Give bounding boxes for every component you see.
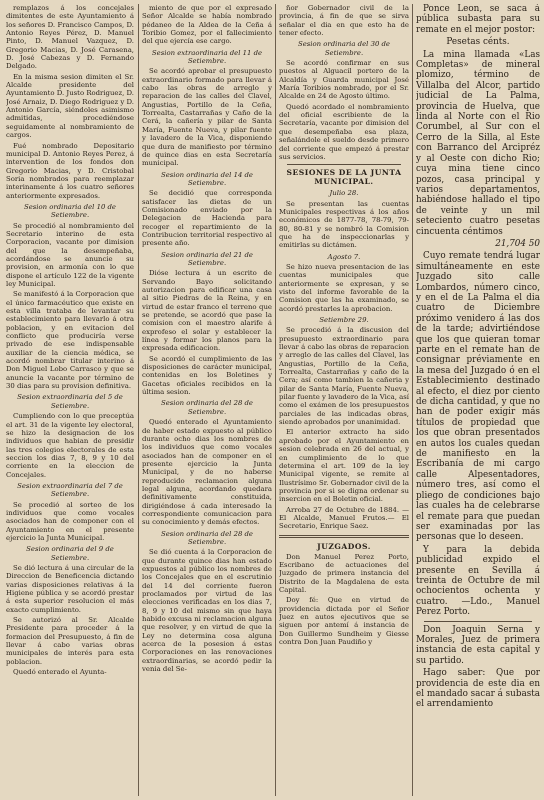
text-paragraph: Se acordó el cumplimiento de las disposiciones de carácter municipal, contenidas en los Boletines y Gacetas oficiales recibidos en la última sesion. — [142, 354, 272, 397]
text-paragraph: Dióse lectura á un escrito de Servando Bayo solicitando autorizacion para edificar una casa al sitio Piedras de la Reina, y en virtud de estar franco el terreno que se pretende, se acordó que pase la comision con el maestro alarife á exprofeso el solar y establecer la línea y formar los planos para la expresada edificacion. — [142, 269, 272, 353]
text-paragraph: Don Joaquin Serna y Morales, Juez de primera instancia de esta capital y su partido. — [416, 624, 540, 666]
text-paragraph: En la misma sesion dimiten el Sr. Alcalde presidente del Ayuntamiento D. Justo Rodriguez, D. José Arnaiz, D. Diego Rodriguez y D. Antonio García, siéndoles asimismo admitidas, procediéndose seguidamente al nombramiento de cargos. — [6, 72, 134, 140]
text-paragraph: Se dió lectura á una circular de la Direccion de Beneficencia dictando varias disposiciones relativas á la Higiene pública y se acordó prestar á esta superior resolucion el más exacto cumplimiento. — [6, 564, 134, 614]
session-date: Agosto 7. — [327, 252, 361, 261]
notice-paragraph: Y para la debida publicidad expido el presente en Sevilla á treinta de Octubre de mil ochocientos ochenta y cuatro. —Ldo., Manuel Perez Porto. — [416, 544, 540, 618]
text-paragraph: Se autorizó al Sr. Alcalde Presidente para proceder á la formacion del Presupuesto, á fin de llevar á cabo varias obras municipales de interés para esta poblacion. — [6, 616, 134, 666]
session-date: Sesion ordinaria del 28 de Setiembre. — [160, 529, 254, 546]
session-date: Sesion ordinaria del 30 de Setiembre. — [297, 40, 391, 57]
session-date: Sesion ordinaria del 21 de Setiembre. — [160, 250, 254, 267]
text-paragraph: Cumpliendo con lo que preceptúa el art. 31 de la vigente ley electoral, se hizo la designacion de los individuos que habian de presidir las tres colegios electorales de esta seccion los dias 7, 8, 9 y 10 del corriente en la eleccion de Concejales. — [6, 412, 134, 479]
section-divider — [287, 164, 401, 165]
text-paragraph: Se procedió á la discusion del presupuesto extraordinario para llevar á cabo las obras de reparacion y arreglo de las calles del Clavel, las Angustias, Portillo de la Ceña, Torrealta, Castarrañas y caño de la Cera; así como tambien la cañeria y pilar de Santa María, Fuente Nueva, pilar fuente y lavadero de la Vica, así como el exámen de los presupuestos parciales de las indicadas obras, siendo aprobados por unanimidad. — [279, 326, 409, 427]
notice-paragraph: Doy fé: Que en virtud de providencia dictada por el Señor Juez en autos ejecutivos que se siguen por antemí á instancia de Don Guillermo Sundheim y Giesse contra Don Juan Paudiño y — [279, 596, 409, 647]
session-date: Sesion ordinaria del 28 de Setiembre. — [160, 399, 254, 416]
text-paragraph: Arroba 27 de Octubre de 1884. —El Alcalde, Manuel Frutos.— El Secretario, Enrique Saez. — [279, 505, 409, 531]
text-paragraph: Se dió cuenta á la Corporacion de que durante quince dias han estado expuestos al público los nombres de los Concejales que en el escrutinio del 14 del corriente fueron proclamados por virtud de las elecciones verificadas en los dias 7, 8, 9 y 10 del mismo sin que haya habido excusa ni reclamacion alguna que resolver, y en virtud de que la Ley no determina cosa alguna acerca de la posesion á estas Corporaciones en las renovaciones extraordinarias, se acordó pedir la venia del Se- — [142, 548, 272, 674]
session-date: Sesion extraordinaria del 11 de Setiembre. — [151, 48, 263, 66]
column-4 — [416, 4, 540, 796]
text-paragraph: Quedó enterado el Ayunta- — [13, 668, 107, 677]
text-paragraph: Hago saber: Que por providencia de este dia en el mandado sacar á subasta el arrendamiento — [416, 668, 540, 710]
text-paragraph: Quedó enterado el Ayuntamiento de haber estado expuesto al público durante ocho dias los nombres de los individuos que como vocales asociados han de componer en el presente ejercicio la Junta Municipal, y de no haberse reproducido reclamacion alguna legal alguna, acordando quedara definitivamente constituida, dirigiéndose á cada interesado la correspondiente comunicacion para su conocimiento y demás efectos. — [142, 418, 272, 527]
text-paragraph: Se decidió que corresponda satisfacer las dietas de un Comisionado enviado por la Delegacion de Hacienda para recoger el repartimiento de la Contribucion territorial respectivo al presente año. — [142, 189, 272, 248]
text-paragraph: ñor Gobernador civil de la provincia, á fin de que se sirva señalar el dia en que esto ha de tener efecto. — [279, 4, 409, 38]
session-date: Sesion ordinaria del 10 de Setiembre. — [23, 202, 117, 220]
text-paragraph: El anterior extracto ha sido aprobado por el Ayuntamiento en sesion celebrada en 26 del actual, y en cumplimiento de lo que determina el art. 109 de la ley Municipal vigente, se remite al Ilustrísimo Sr. Gobernador civil de la provincia por si se digna ordenar su insercion en el Boletin oficial. — [279, 428, 409, 504]
column-2 — [142, 4, 272, 796]
price-amount: 21,704 50 — [495, 238, 540, 249]
text-paragraph: Se procedió al nombramiento del Secretario interino de esta Corporacion, vacante por dimision del que la desempeñaba, acordándose se anuncie su provision, en armonía con lo que dispone el artículo 122 de la vigente ley Municipal. — [6, 221, 134, 288]
notice-paragraph: Cuyo remate tendrá lugar simultáneamente en este Juzgado sito calle Lombardos, número cinco, y en el de La Palma el dia cuatro de Diciembre próximo venidero á las dos de la tarde; advirtiéndose que los que quieran tomar parte en el remate han de consignar préviamente en la mesa del Juzgado ó en el Establecimiento destinado al efecto, el diez por ciento de dicha cantidad, y que no han de poder exigir más títulos de propiedad que los que obran presentados en autos los cuales quedan de manifiesto en la Escribanía de mi cargo calle Alpesentadores, número tres, así como el pliego de condiciones bajo las cuales ha de celebrarse el remate para que puedan ser examinadas por las personas que lo deseen. — [416, 251, 540, 543]
notice-paragraph: La mina llamada «Las Completas» de mineral plomizo, término de Villalba del Alcor, partido judicial de La Palma, provincia de Huelva, que linda al Norte con el Rio Corumbel, al Sur con el Cerro de la Silla, al Este con Barranco del Arcipréz y al Oeste con dicho Rio; cuya mina tiene cinco pozos, casa principal y varios departamentos, habiéndose hallado el tipo de veinte y un mil seteciento cuatro pesetas cincuenta céntimos — [416, 49, 540, 237]
session-date: Sesion ordinaria del 14 de Setiembre. — [160, 170, 254, 187]
section-divider — [279, 535, 409, 538]
text-paragraph: Se acordó aprobar el presupuesto extraordinario formado para llevar á cabo las obras de arreglo y reparacion de las calles del Clavel, Angustias, Portillo de la Ceña, Torrealta, Castarrañas y Caño de la Cerá, la cañería y pilar de Santa María, Fuente Nueva, y pilar fuente y lavadero de la Vica, disponiendo que dura de manifiesto por término de quince dias en esta Secretaría municipal. — [142, 67, 272, 168]
text-paragraph: Se hizo nueva presentacion de las cuentas municipales que anteriormente se expresan, y se visto del informe favorable de la Comision que las ha examinado, se acordó prestarles la aprobacion. — [279, 262, 409, 313]
session-date: Sesion extraordinaria del 7 de Setiembre. — [17, 481, 123, 499]
notice-paragraph: Ponce Leon, se saca á pública subasta para su remate en el mejor postor: — [416, 4, 540, 35]
session-date: Setiembre 29. — [319, 316, 369, 324]
session-date: Sesion extraordinaria del 5 de Setiembre. — [17, 393, 123, 410]
price-header: Pesetas cénts. — [446, 37, 510, 48]
session-date: Sesion ordinaria del 9 de Setiembre. — [26, 545, 114, 562]
text-paragraph: Se procedió al sorteo de los individuos que como vocales asociados han de componer con el Ayuntamiento en el presente ejercicio la Junta Municipal. — [6, 500, 134, 542]
section-divider — [424, 621, 532, 622]
text-paragraph: Se manifestó á la Corporacion que el único farmacéutico que existe en esta villa trataba de levantar su establecimiento para llevarlo á otra poblacion, y en evitacion del conflicto que produciría verse privado de ese indispensable auxiliar de la ciencia médica, se acordó nombrar titular interino á Don Miguel Lobo Carrasco y que se anuncie la vacante por término de 30 dias para su provision definitiva. — [6, 290, 134, 391]
column-rule — [138, 4, 139, 796]
column-1 — [6, 4, 134, 796]
text-paragraph: miento de que por el expresado Señor Alcalde se había nombrado pédaneo de la Aldea de la Ceña á Toribio Gomez, por el fallecimiento del que ejercía ese cargo. — [142, 4, 272, 46]
text-paragraph: remplazos á los concejales dimitentes de este Ayuntamiento á los señores D. Francisco Campos, D. Antonio Reyes Pérez, D. Manuel Pinto, D. Manuel Vazquez, D. Gregorio Macias, D. José Carasena, D. José Cabezas y D. Fernando Delgado. — [6, 4, 134, 71]
text-paragraph: Quedó acordado el nombramiento del oficial escribiente de la Secretaría, vacante por dimision del que desempeñaba esa plaza, señalándole el sueldo desde primero del corriente que empezó á prestar sus servicios. — [279, 102, 409, 161]
session-date: Julio 28. — [329, 189, 359, 198]
section-heading: SESIONES DE LA JUNTA MUNICIPAL. — [286, 168, 402, 187]
text-paragraph: Fué nombrado Depositario municipal D. Antonio Reyes Perez, á intervention de los fondos don Gregorio Macias, y D. Cristobal Soria nombrados para reemplazar interinamente á los cuatro señores anteriormente expresados. — [6, 141, 134, 200]
text-paragraph: Se presentan las cuentas Municipales respectivas á los años económicos de 1877-78, 78-79, 79-80, 80-81 y se nombró la Comision que ha de inspeccionarlas y emitirlas su dictámen. — [279, 199, 409, 250]
column-rule — [412, 4, 413, 796]
text-paragraph: Se acordó confirmar en sus puestos al Alguacil portero de la Alcaldía y Guarda municipal José María Toribios nombrado, por el Sr. Alcalde en 24 de Agosto último. — [279, 59, 409, 101]
column-rule — [275, 4, 276, 796]
notice-paragraph: Don Manuel Perez Porto, Escribano de actuaciones del Juzgado de primera instancia del Distrito de la Magdalena de esta Capital. — [279, 552, 409, 594]
section-heading: JUZGADOS. — [317, 541, 371, 551]
column-3 — [279, 4, 409, 796]
